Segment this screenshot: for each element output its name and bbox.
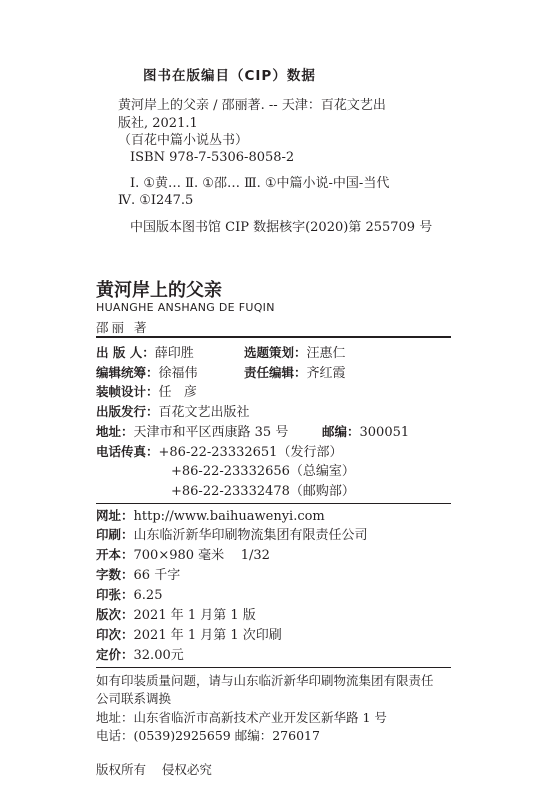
credit-label: 定价： — [96, 647, 134, 662]
credit-value: 2021 年 1 月第 1 次印刷 — [133, 628, 282, 643]
credit-format — [96, 547, 270, 564]
credit-label: 出版发行： — [96, 404, 159, 419]
credit-printing — [96, 627, 282, 644]
credit-value: 百花文艺出版社 — [158, 405, 250, 420]
credit-value: 天津市和平区西康路 35 号 — [133, 425, 289, 440]
phone-mail-order: +86-22-23332478（邮购部） — [171, 484, 355, 499]
credit-label: 责任编辑： — [244, 365, 307, 380]
notice-line: 公司联系调换 — [96, 691, 172, 706]
credit-value: 66 千字 — [133, 568, 181, 583]
rights-notice: 版权所有 侵权必究 — [96, 762, 212, 777]
credit-value: 2021 年 1 月第 1 版 — [133, 608, 256, 623]
credit-distributor — [96, 404, 250, 421]
notice-line: 如有印装质量问题，请与山东临沂新华印刷物流集团有限责任 — [96, 673, 434, 688]
credit-value: 6.25 — [133, 588, 163, 603]
credit-value: 山东临沂新华印刷物流集团有限责任公司 — [133, 528, 368, 543]
credit-label: 印刷： — [96, 527, 134, 542]
cip-line-title: 黄河岸上的父亲 / 邵丽著. -- 天津：百花文艺出 — [118, 98, 386, 113]
credit-word-count — [96, 567, 180, 584]
cip-line-record: 中国版本图书馆 CIP 数据核字(2020)第 255709 号 — [130, 220, 433, 235]
book-title: 黄河岸上的父亲 — [96, 280, 222, 301]
credit-label: 电话传真： — [96, 444, 159, 459]
credit-label: 开本： — [96, 547, 134, 562]
credit-address — [96, 424, 288, 441]
credit-label: 选题策划： — [244, 345, 307, 360]
credit-label: 装帧设计： — [96, 384, 159, 399]
credit-label: 字数： — [96, 567, 134, 582]
credit-sheets — [96, 587, 162, 604]
divider-mid — [96, 503, 451, 504]
credit-website — [96, 508, 325, 525]
credit-label: 版次： — [96, 607, 134, 622]
credit-label: 网址： — [96, 508, 134, 523]
credit-value: 300051 — [359, 425, 410, 440]
divider-top — [96, 336, 451, 338]
credit-printer — [96, 527, 368, 544]
credit-label: 出 版 人： — [96, 345, 155, 360]
phone-editorial: +86-22-23332656（总编室） — [171, 464, 355, 479]
cip-line-clc: Ⅳ. ①I247.5 — [118, 193, 194, 208]
credit-designer — [96, 384, 197, 401]
credit-value: 齐红霞 — [306, 366, 346, 381]
credit-postcode — [322, 424, 409, 441]
credit-value: 徐福伟 — [158, 366, 198, 381]
notice-phone: 电话：(0539)2925659 邮编：276017 — [96, 728, 320, 743]
credit-label: 印次： — [96, 627, 134, 642]
credit-label: 地址： — [96, 424, 134, 439]
credit-value: 任 彦 — [158, 385, 197, 400]
cip-line-isbn: ISBN 978-7-5306-8058-2 — [130, 150, 295, 165]
credit-label: 邮编： — [322, 424, 360, 439]
credit-publisher — [96, 345, 194, 362]
book-title-pinyin: HUANGHE ANSHANG DE FUQIN — [96, 301, 275, 314]
credit-edition — [96, 607, 256, 624]
credit-label: 印张： — [96, 587, 134, 602]
credit-value: 700×980 毫米 1/32 — [133, 548, 270, 563]
credit-coordinator — [96, 365, 198, 382]
credit-price — [96, 647, 184, 664]
credit-value: 汪惠仁 — [306, 346, 346, 361]
credit-phone — [96, 444, 342, 461]
cip-line-publisher: 版社, 2021.1 — [118, 116, 198, 131]
divider-bottom — [96, 667, 451, 668]
credit-value: 32.00元 — [133, 648, 184, 663]
credit-label: 编辑统筹： — [96, 365, 159, 380]
phone-sales: +86-22-23332651（发行部） — [158, 445, 343, 460]
credit-editor — [244, 365, 346, 382]
credit-planner — [244, 345, 346, 362]
cip-line-classification: Ⅰ. ①黄… Ⅱ. ①邵… Ⅲ. ①中篇小说-中国-当代 — [130, 176, 390, 191]
book-author: 邵丽 著 — [96, 320, 150, 335]
cip-heading: 图书在版编目（CIP）数据 — [143, 68, 316, 84]
credit-value: 薛印胜 — [154, 346, 194, 361]
cip-line-series: （百花中篇小说丛书） — [118, 133, 249, 148]
notice-address: 地址：山东省临沂市高新技术产业开发区新华路 1 号 — [96, 710, 387, 725]
website-link: http://www.baihuawenyi.com — [133, 509, 325, 524]
